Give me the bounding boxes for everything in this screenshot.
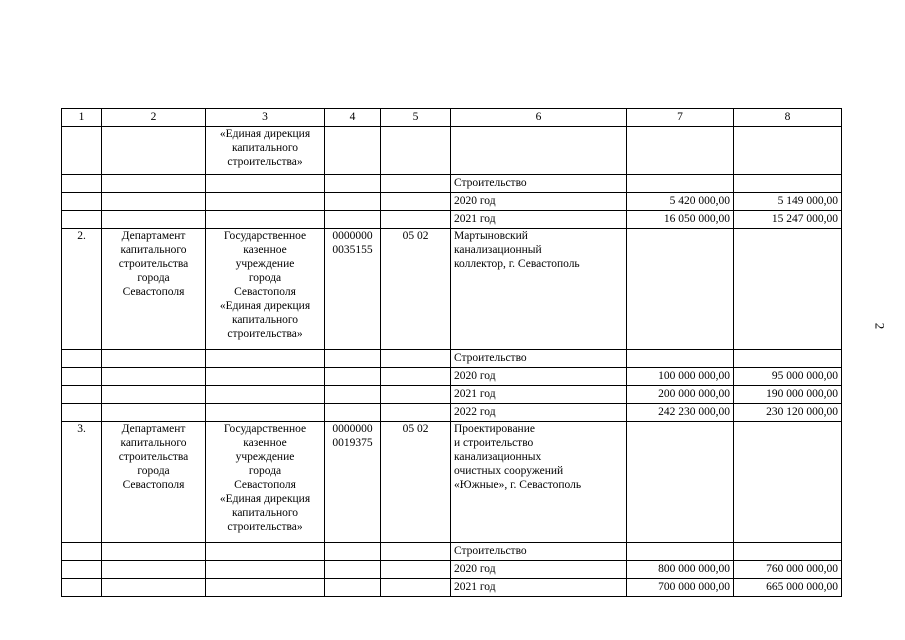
row-number: 3. [62,422,102,543]
header-cell: 4 [325,109,381,127]
year-cell: 2021 год [451,386,627,404]
table-row [62,350,842,368]
table-row [62,229,842,350]
year-cell: 2020 год [451,368,627,386]
year-cell: 2020 год [451,193,627,211]
code-cell: 0000000 0035155 [325,229,381,350]
year-cell: 2021 год [451,211,627,229]
row-number: 2. [62,229,102,350]
header-cell: 8 [734,109,842,127]
year-cell: 2022 год [451,404,627,422]
table-row [62,543,842,561]
year-cell: 2020 год [451,561,627,579]
amount-cell: 760 000 000,00 [734,561,842,579]
table-row [62,193,842,211]
header-cell: 2 [102,109,206,127]
object-name-cell: Проектирование и строительство канализационных очистных сооружений «Южные», г. Севастополь [451,422,627,543]
org-name-cell: «Единая дирекция капитального строительства» [206,127,325,175]
header-row [62,109,842,127]
table-row [62,422,842,543]
table-row [62,561,842,579]
header-cell: 3 [206,109,325,127]
table-row [62,386,842,404]
department-cell: Департамент капитального строительства города Севастополя [102,422,206,543]
section-code-cell: 05 02 [381,229,451,350]
amount-cell: 5 149 000,00 [734,193,842,211]
amount-cell: 15 247 000,00 [734,211,842,229]
page-number: 2 [872,322,888,330]
year-cell: 2021 год [451,579,627,597]
table-row [62,368,842,386]
section-label: Строительство [451,350,627,368]
header-cell: 1 [62,109,102,127]
table-row [62,404,842,422]
table-row [62,175,842,193]
amount-cell: 95 000 000,00 [734,368,842,386]
table-row [62,127,842,175]
section-label: Строительство [451,543,627,561]
header-cell: 5 [381,109,451,127]
amount-cell: 190 000 000,00 [734,386,842,404]
section-label: Строительство [451,175,627,193]
amount-cell: 16 050 000,00 [627,211,734,229]
amount-cell: 230 120 000,00 [734,404,842,422]
code-cell: 0000000 0019375 [325,422,381,543]
header-cell: 6 [451,109,627,127]
amount-cell: 700 000 000,00 [627,579,734,597]
header-cell: 7 [627,109,734,127]
table-row [62,579,842,597]
budget-table [61,108,842,597]
table-row [62,211,842,229]
amount-cell: 5 420 000,00 [627,193,734,211]
amount-cell: 100 000 000,00 [627,368,734,386]
amount-cell: 200 000 000,00 [627,386,734,404]
amount-cell: 665 000 000,00 [734,579,842,597]
section-code-cell: 05 02 [381,422,451,543]
object-name-cell: Мартыновский канализационный коллектор, г. Севастополь [451,229,627,350]
amount-cell: 242 230 000,00 [627,404,734,422]
amount-cell: 800 000 000,00 [627,561,734,579]
org-name-cell: Государственное казенное учреждение города Севастополя «Единая дирекция капитального строительства» [206,229,325,350]
department-cell: Департамент капитального строительства города Севастополя [102,229,206,350]
org-name-cell: Государственное казенное учреждение города Севастополя «Единая дирекция капитального строительства» [206,422,325,543]
